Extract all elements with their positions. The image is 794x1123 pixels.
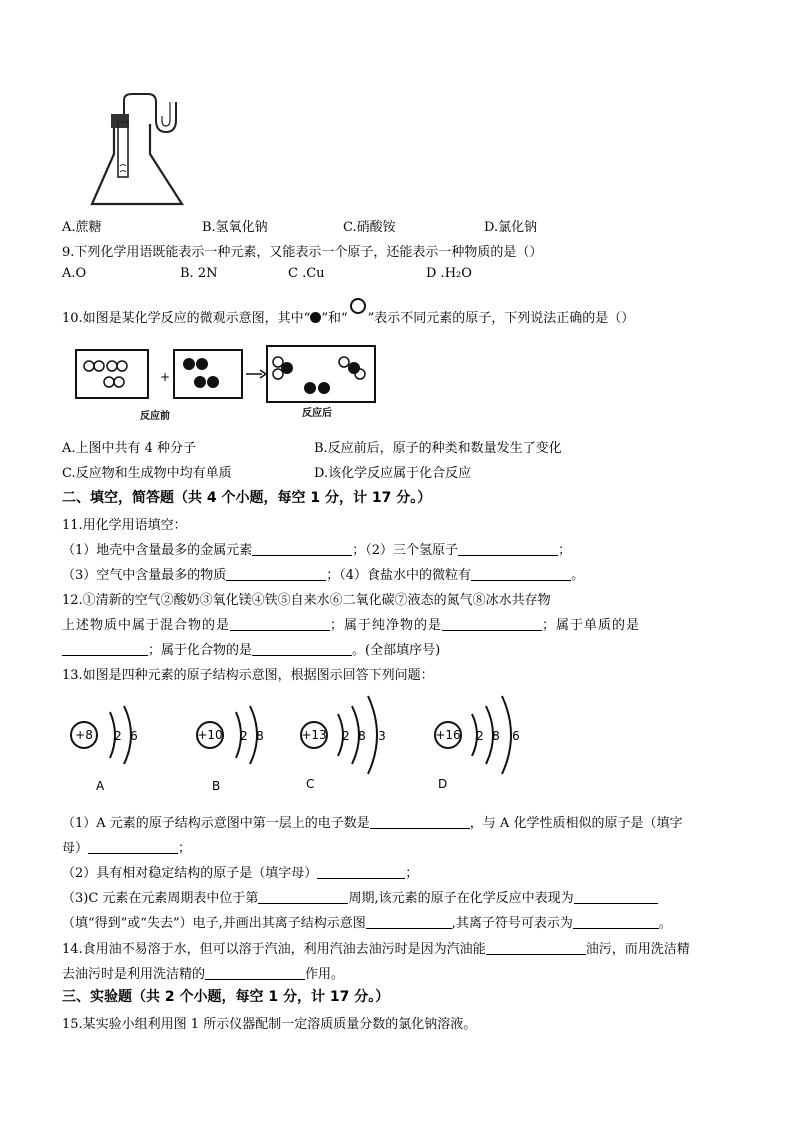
svg-text:6: 6 xyxy=(512,729,520,743)
svg-text:+10: +10 xyxy=(197,728,223,742)
q13-stem: 13.如图是四种元素的原子结构示意图，根据图示回答下列问题： xyxy=(62,668,434,683)
q11-line-1: （1）地壳中含量最多的金属元素 ；（2）三个氢原子 ； xyxy=(62,543,572,558)
svg-text:+13: +13 xyxy=(301,728,327,742)
q10-option-a: A.上图中共有 4 种分子 xyxy=(62,441,197,456)
q10-stem: 10.如图是某化学反应的微观示意图，其中“ ”和“ ”表示不同元素的原子，下列说法正确的是（） xyxy=(62,304,634,326)
q10-option-d: D.该化学反应属于化合反应 xyxy=(314,466,472,481)
q8-option-b: B.氢氧化钠 xyxy=(202,220,268,235)
q12-stem: 12.①清新的空气②酸奶③氧化镁④铁⑤自来水⑥二氧化碳⑦液态的氮气⑧冰水共存物 xyxy=(62,593,551,608)
label-before-reaction: 反应前 xyxy=(140,411,170,422)
black-atom-icon xyxy=(310,312,321,323)
q12-line-2: ；属于化合物的是 。(全部填序号) xyxy=(62,639,440,658)
svg-text:2: 2 xyxy=(240,729,248,743)
answer-blank[interactable] xyxy=(458,542,558,556)
q13-part-1-line-2: 母） ； xyxy=(62,841,192,856)
q8-option-c: C.硝酸铵 xyxy=(343,220,396,235)
svg-text:8: 8 xyxy=(256,729,264,743)
q12-line-1: 上述物质中属于混合物的是 ；属于纯净物的是 ；属于单质的是 xyxy=(62,618,641,633)
q9-option-a: A.O xyxy=(62,266,87,281)
q13-part-3-line-1: （3)C 元素在元素周期表中位于第 周期,该元素的原子在化学反应中表现为 xyxy=(62,887,658,906)
atom-structure-d xyxy=(424,684,534,792)
label-after-reaction: 反应后 xyxy=(302,408,332,419)
answer-blank[interactable] xyxy=(486,941,586,955)
answer-blank[interactable] xyxy=(317,865,405,879)
q10-option-b: B.反应前后，原子的种类和数量发生了变化 xyxy=(314,441,562,456)
svg-text:B: B xyxy=(212,779,221,793)
answer-blank[interactable] xyxy=(230,617,330,631)
svg-text:2: 2 xyxy=(342,729,350,743)
svg-text:+8: +8 xyxy=(75,728,93,742)
answer-blank[interactable] xyxy=(258,890,348,904)
q11-stem: 11.用化学用语填空： xyxy=(62,518,187,533)
section-3-heading: 三、实验题（共 2 个小题，每空 1 分，计 17 分。） xyxy=(62,989,390,1005)
answer-blank[interactable] xyxy=(226,567,326,581)
answer-blank[interactable] xyxy=(370,815,470,829)
svg-text:6: 6 xyxy=(130,729,138,743)
svg-text:3: 3 xyxy=(378,729,386,743)
answer-blank[interactable] xyxy=(62,642,148,656)
q9-option-b: B. 2N xyxy=(180,266,218,281)
svg-text:+16: +16 xyxy=(435,728,461,742)
white-atom-icon xyxy=(350,298,366,314)
q8-option-a: A.蔗糖 xyxy=(62,220,102,235)
atom-structure-c xyxy=(290,684,400,792)
q14-line-2: 去油污时是利用洗洁精的 作用。 xyxy=(62,967,345,982)
svg-text:+: + xyxy=(160,370,171,384)
section-2-heading: 二、填空，简答题（共 4 个小题，每空 1 分，计 17 分。） xyxy=(62,490,432,506)
answer-blank[interactable] xyxy=(252,642,352,656)
atom-structure-a xyxy=(66,692,156,792)
svg-text:C: C xyxy=(306,777,315,791)
answer-blank[interactable] xyxy=(574,890,658,904)
q9-option-c: C .Cu xyxy=(288,266,325,281)
answer-blank[interactable] xyxy=(366,915,452,929)
answer-blank[interactable] xyxy=(573,915,659,929)
q15-stem: 15.某实验小组利用图 1 所示仪器配制一定溶质质量分数的氯化钠溶液。 xyxy=(62,1017,477,1032)
svg-text:2: 2 xyxy=(114,729,122,743)
answer-blank[interactable] xyxy=(205,966,305,980)
answer-blank[interactable] xyxy=(88,840,178,854)
svg-text:8: 8 xyxy=(492,729,500,743)
answer-blank[interactable] xyxy=(442,617,542,631)
svg-text:8: 8 xyxy=(358,729,366,743)
svg-text:2: 2 xyxy=(476,729,484,743)
q8-option-d: D.氯化钠 xyxy=(484,220,538,235)
q9-option-d: D .H₂O xyxy=(426,266,472,281)
answer-blank[interactable] xyxy=(471,567,571,581)
q14-line-1: 14.食用油不易溶于水，但可以溶于汽油，利用汽油去油污时是因为汽油能 油污，而用洗洁精 xyxy=(62,942,690,957)
q11-line-2: （3）空气中含量最多的物质 ；（4）食盐水中的微粒有 。 xyxy=(62,568,585,583)
q13-part-2: （2）具有相对稳定结构的原子是（填字母） ； xyxy=(62,866,419,881)
answer-blank[interactable] xyxy=(252,542,352,556)
flask-apparatus-figure xyxy=(86,92,196,210)
svg-text:D: D xyxy=(438,777,448,791)
q10-option-c: C.反应物和生成物中均有单质 xyxy=(62,466,232,481)
q13-part-3-line-2: （填“得到”或“失去”）电子,并画出其离子结构示意图 ,其离子符号可表示为 。 xyxy=(62,916,672,931)
reaction-micro-diagram xyxy=(74,344,379,420)
q13-part-1-line-1: （1）A 元素的原子结构示意图中第一层上的电子数是 ，与 A 化学性质相似的原子是（填字 xyxy=(62,816,683,831)
atom-structure-b xyxy=(192,692,282,792)
svg-text:A: A xyxy=(96,779,105,793)
q9-stem: 9.下列化学用语既能表示一种元素，又能表示一个原子，还能表示一种物质的是（） xyxy=(62,245,543,260)
